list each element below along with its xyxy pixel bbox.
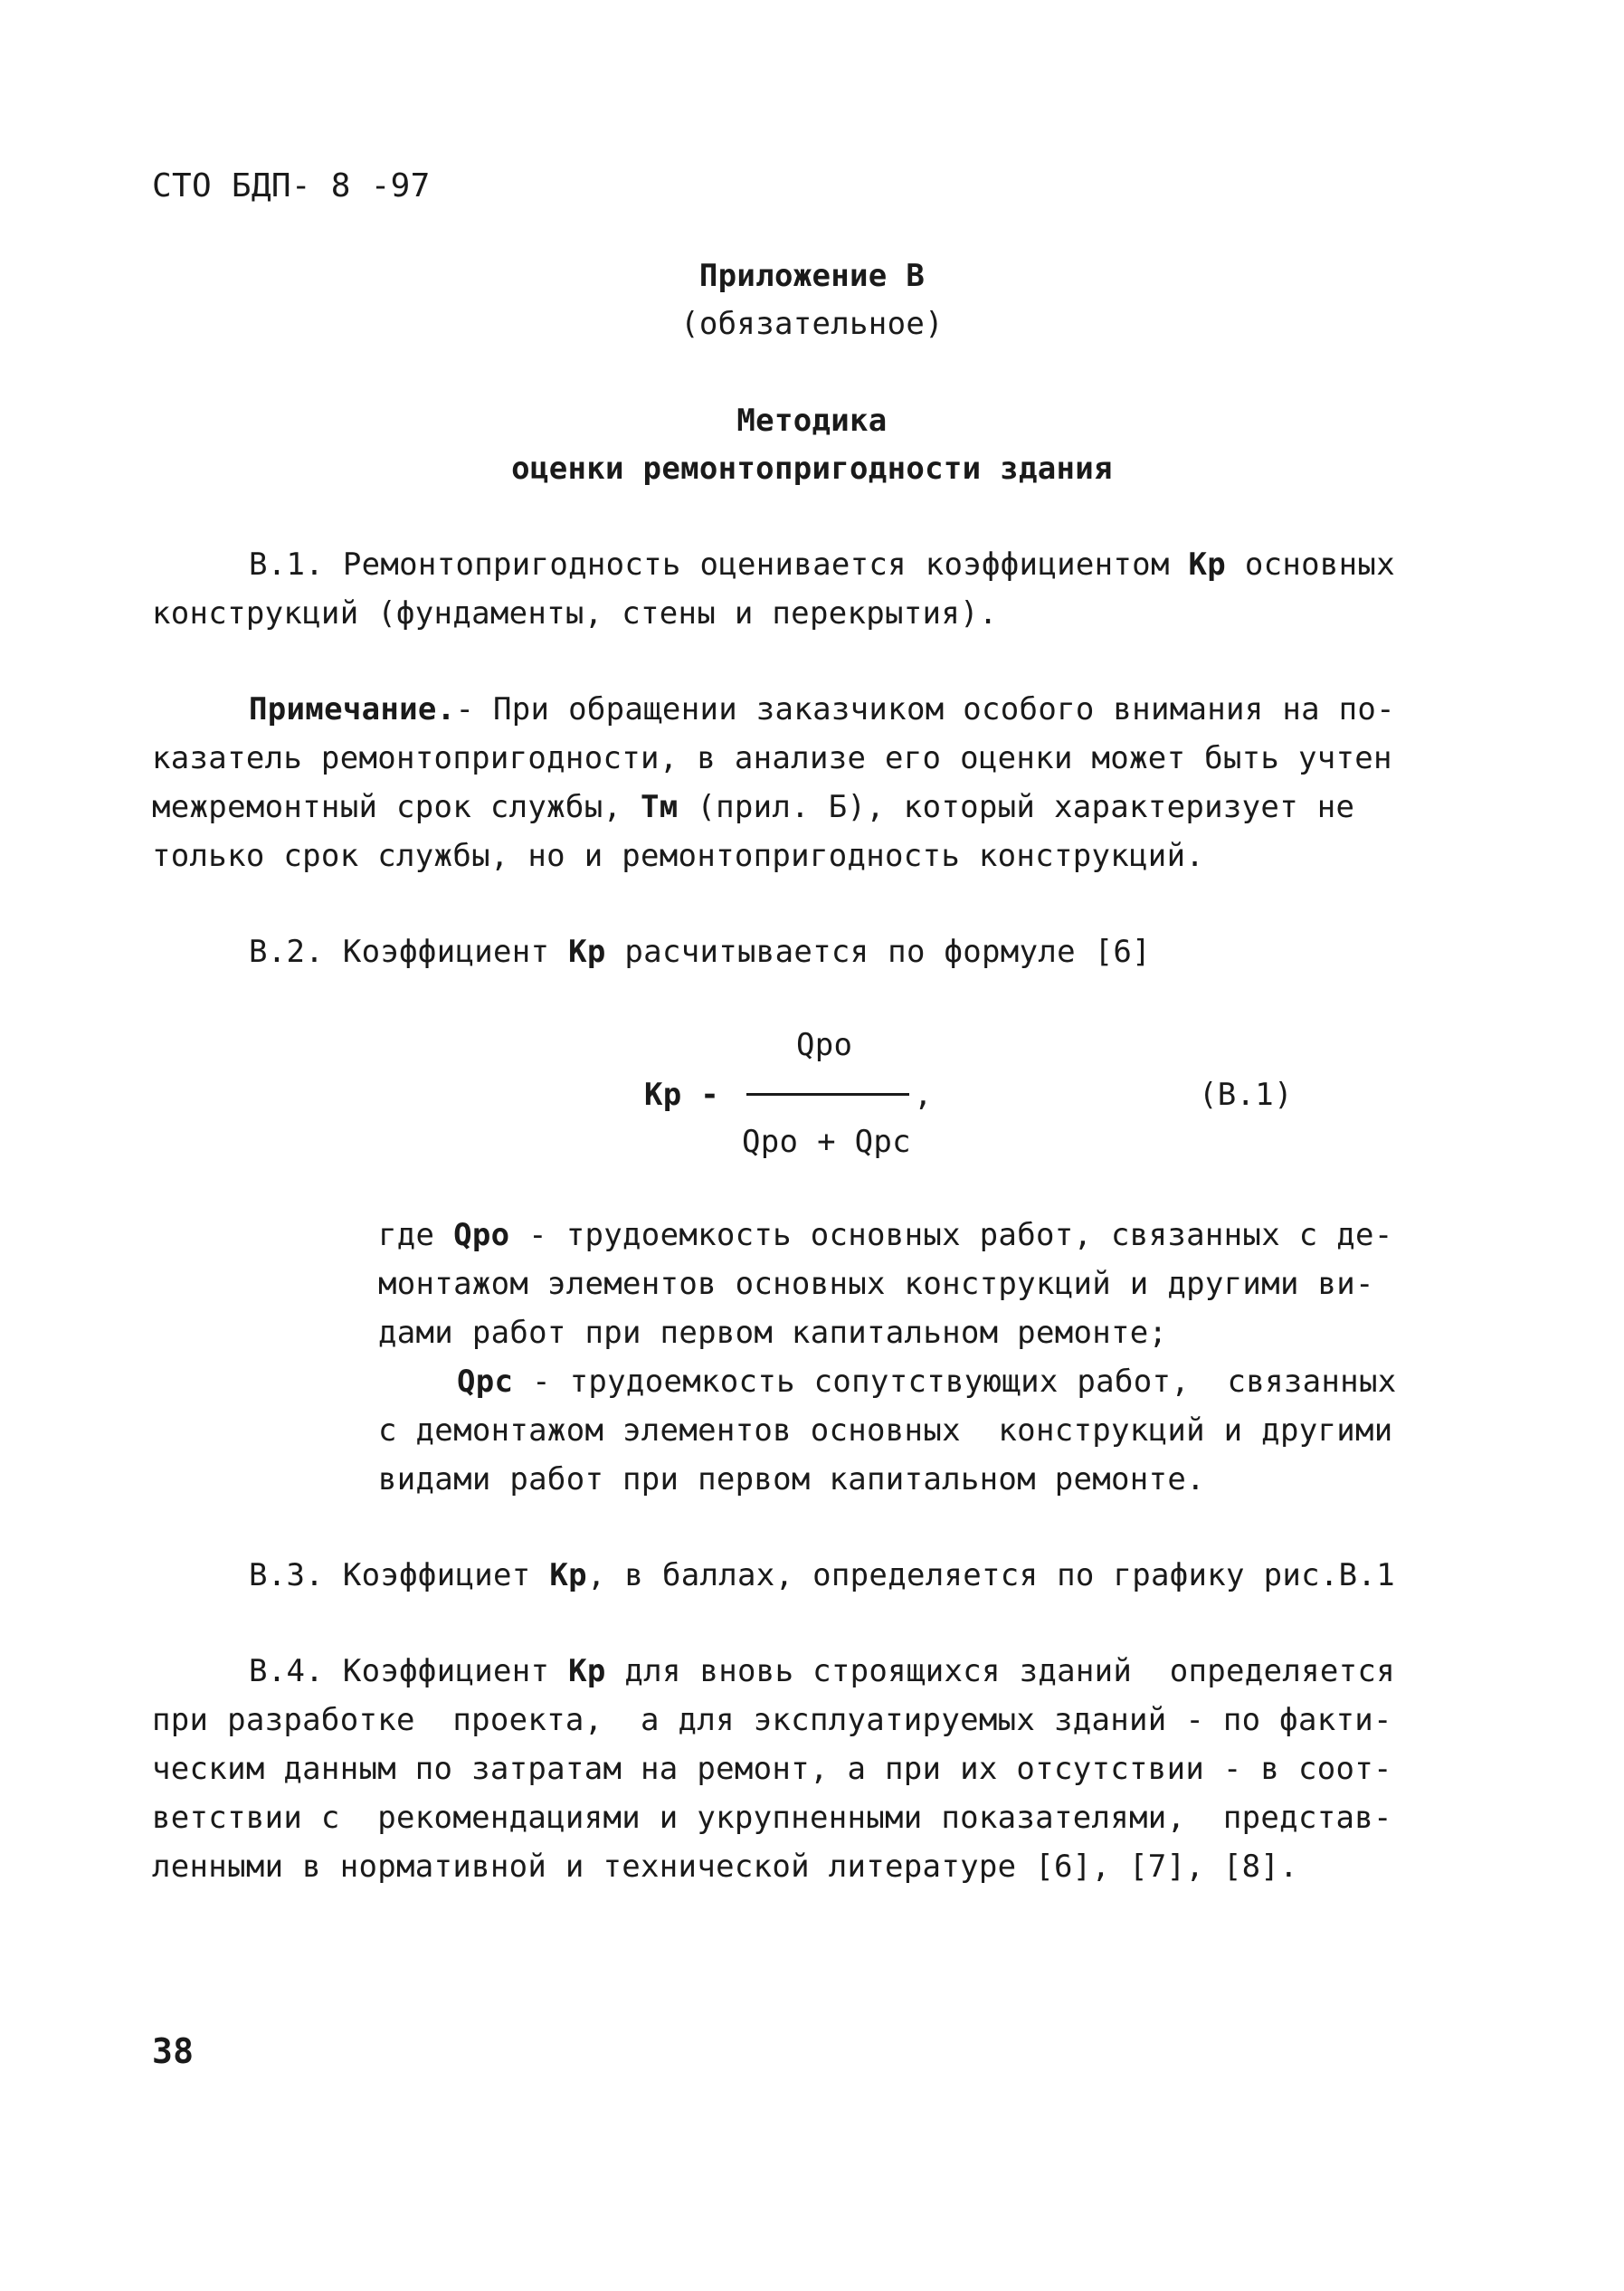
- formula-comma: ,: [914, 1077, 933, 1113]
- where-line6: видами работ при первом капитальном ремонте.: [378, 1461, 1205, 1497]
- formula-number: (В.1): [1199, 1077, 1293, 1113]
- p-b1-line1: В.1. Ремонтопригодность оценивается коэффициентом Кр основных: [249, 547, 1395, 583]
- method-title-line2: оценки ремонтопригодности здания: [511, 451, 1113, 487]
- formula-fraction-line: [746, 1093, 909, 1096]
- appendix-status: (обязательное): [680, 306, 944, 342]
- p-b4-line1: В.4. Коэффициент Кр для вновь строящихся зданий определяется: [249, 1653, 1395, 1689]
- p-b4-line5: ленными в нормативной и технической литературе [6], [7], [8].: [152, 1849, 1298, 1885]
- appendix-title: Приложение В: [698, 258, 926, 294]
- where-line3: дами работ при первом капитальном ремонте;: [378, 1315, 1168, 1351]
- p-b3: В.3. Коэффициет Кр, в баллах, определяется по графику рис.В.1: [249, 1557, 1395, 1593]
- where-line4: Qрс - трудоемкость сопутствующих работ, связанных: [457, 1364, 1397, 1400]
- note-line4: только срок службы, но и ремонтопригодность конструкций.: [152, 838, 1205, 874]
- note-line1: Примечание.- При обращении заказчиком особого внимания на по-: [249, 691, 1395, 727]
- where-line5: с демонтажом элементов основных конструкций и другими: [378, 1412, 1393, 1449]
- p-b1-line2: конструкций (фундаменты, стены и перекрытия).: [152, 595, 998, 632]
- p-b4-line4: ветствии с рекомендациями и укрупненными показателями, представ-: [152, 1800, 1392, 1836]
- note-line2: казатель ремонтопригодности, в анализе его оценки может быть учтен: [152, 740, 1392, 776]
- note-line3: межремонтный срок службы, Тм (прил. Б), который характеризует не: [152, 789, 1355, 825]
- where-line2: монтажом элементов основных конструкций и другими ви-: [378, 1266, 1374, 1302]
- formula-denominator: Qро + Qрс: [742, 1124, 911, 1160]
- page-number: 38: [152, 2031, 195, 2071]
- p-b2: В.2. Коэффициент Кр расчитывается по формуле [6]: [249, 934, 1151, 970]
- p-b4-line2: при разработке проекта, а для эксплуатируемых зданий - по факти-: [152, 1702, 1392, 1738]
- note-label: Примечание.: [249, 691, 456, 727]
- doc-code: СТО БДП- 8 -97: [152, 167, 431, 204]
- method-title-line1: Методика: [736, 403, 888, 439]
- where-line1: где Qро - трудоемкость основных работ, связанных с де-: [378, 1217, 1393, 1253]
- formula-lhs: Кр -: [644, 1077, 720, 1113]
- formula-numerator: Qро: [796, 1027, 853, 1063]
- p-b4-line3: ческим данным по затратам на ремонт, а при их отсутствии - в соот-: [152, 1751, 1392, 1787]
